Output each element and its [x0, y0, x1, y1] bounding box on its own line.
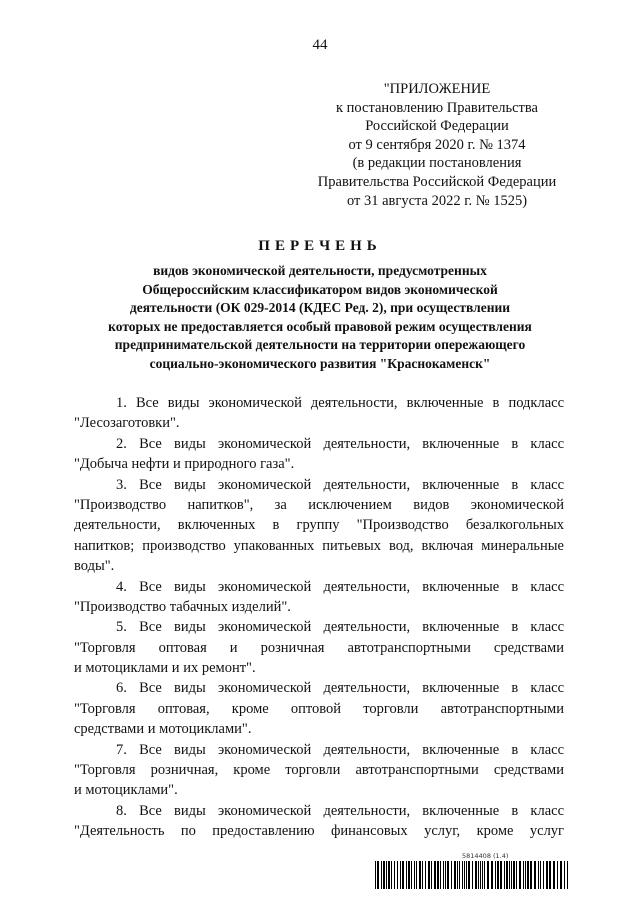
- document-title: ПЕРЕЧЕНЬ: [258, 238, 382, 254]
- list-line: напитков; производство упакованных питьевых вод, включая минеральные: [74, 537, 564, 554]
- list-line: "Торговля оптовая и розничная автотранспортными средствами: [74, 639, 564, 656]
- appendix-line: от 9 сентября 2020 г. № 1374: [348, 136, 526, 153]
- list-line: деятельности, включенных в группу "Производство безалкогольных: [74, 517, 564, 534]
- appendix-line: к постановлению Правительства: [336, 99, 538, 116]
- subtitle-line: предпринимательской деятельности на территории опережающего: [114, 337, 526, 353]
- document-barcode: [375, 852, 570, 890]
- activity-list: [74, 393, 564, 842]
- list-line: "Добыча нефти и природного газа".: [74, 456, 295, 473]
- list-line: и мотоциклами и их ремонт".: [74, 660, 256, 677]
- list-line: 7. Все виды экономической деятельности, включенные в класс: [116, 741, 564, 758]
- list-line: "Производство табачных изделий".: [74, 598, 291, 615]
- appendix-line: от 31 августа 2022 г. № 1525): [346, 192, 528, 209]
- list-line: 5. Все виды экономической деятельности, включенные в класс: [116, 619, 564, 636]
- list-line: 6. Все виды экономической деятельности, включенные в класс: [116, 680, 564, 697]
- subtitle-line: социально-экономического развития "Краснокаменск": [149, 355, 491, 371]
- page-number: 44: [312, 37, 328, 53]
- list-line: и мотоциклами".: [74, 782, 178, 799]
- appendix-line: "ПРИЛОЖЕНИЕ: [383, 81, 491, 97]
- list-line: 1. Все виды экономической деятельности, включенные в подкласс: [116, 395, 564, 411]
- list-line: "Производство напитков", за исключением видов экономической: [74, 496, 564, 513]
- appendix-line: (в редакции постановления: [352, 155, 522, 172]
- list-line: воды".: [74, 558, 115, 575]
- subtitle-line: деятельности (ОК 029-2014 (КДЕС Ред. 2), при осуществлении: [129, 300, 511, 316]
- list-line: "Лесозаготовки".: [74, 415, 180, 432]
- barcode-image: [375, 861, 570, 889]
- list-line: средствами и мотоциклами".: [74, 721, 252, 738]
- list-line: "Торговля оптовая, кроме оптовой торговли автотранспортными: [74, 700, 564, 717]
- list-line: 4. Все виды экономической деятельности, включенные в класс: [116, 578, 564, 595]
- appendix-line: Российской Федерации: [365, 118, 509, 135]
- subtitle-line: которых не предоставляется особый правовой режим осуществления: [108, 318, 532, 334]
- subtitle-line: Общероссийским классификатором видов экономической: [142, 281, 498, 297]
- list-line: "Деятельность по предоставлению финансовых услуг, кроме услуг: [74, 823, 564, 840]
- barcode-code: 5814408 (1.4): [462, 852, 509, 860]
- list-line: 2. Все виды экономической деятельности, включенные в класс: [116, 435, 564, 452]
- appendix-line: Правительства Российской Федерации: [317, 173, 557, 190]
- list-line: "Торговля розничная, кроме торговли автотранспортными средствами: [74, 762, 564, 779]
- list-line: 3. Все виды экономической деятельности, включенные в класс: [116, 476, 564, 493]
- subtitle-line: видов экономической деятельности, предусмотренных: [153, 263, 487, 278]
- list-line: 8. Все виды экономической деятельности, включенные в класс: [116, 802, 564, 819]
- document-subtitle: [70, 262, 570, 374]
- appendix-header: [305, 80, 569, 210]
